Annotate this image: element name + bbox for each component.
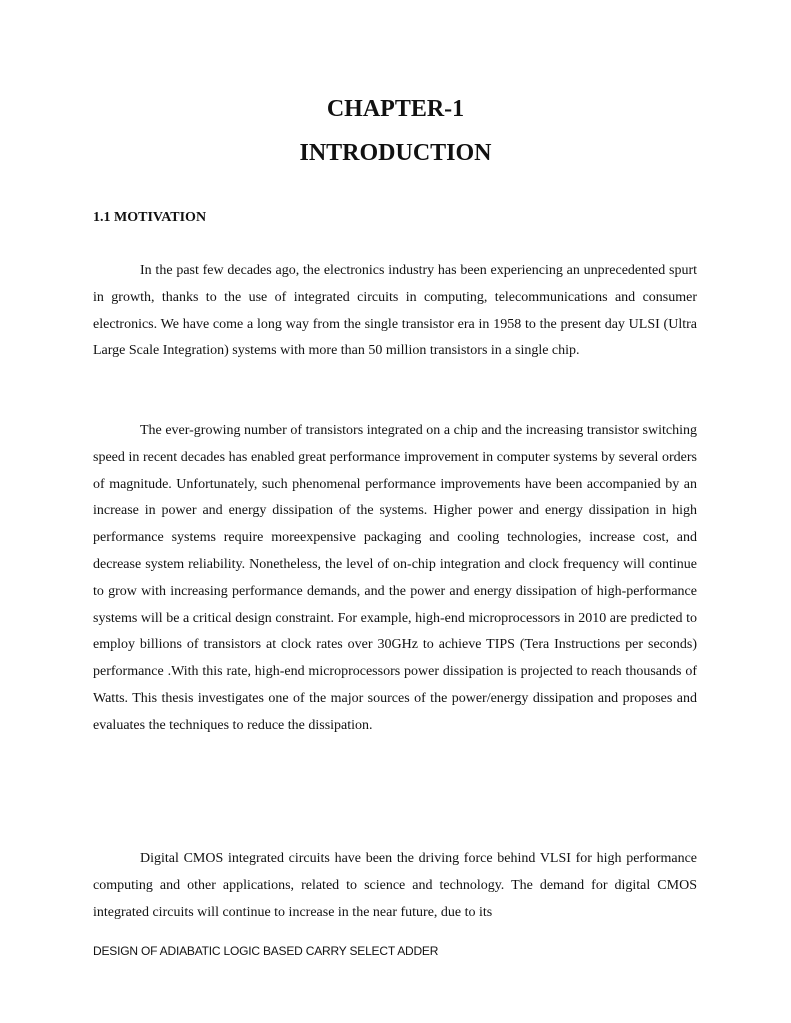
section-heading: 1.1 MOTIVATION	[93, 210, 207, 225]
body-paragraph: The ever-growing number of transistors integrated on a chip and the increasing transistor switching speed in recent decades has enabled great performance improvement in computer systems by several orders of magnitude. Unfortunately, such phenomenal performance improvements have been accompanied by an increase in power and energy dissipation of the systems. Higher power and energy dissipation in high performance systems require moreexpensive packaging and cooling technologies, increase cost, and decrease system reliability. Nonetheless, the level of on-chip integration and clock frequency will continue to grow with increasing performance demands, and the power and energy dissipation of high-performance systems will be a critical design constraint. For example, high-end microprocessors in 2010 are predicted to employ billions of transistors at clock rates over 30GHz to achieve TIPS (Tera Instructions per seconds) performance .With this rate, high-end microprocessors power dissipation is projected to reach thousands of Watts. This thesis investigates one of the major sources of the power/energy dissipation and proposes and evaluates the techniques to reduce the dissipation.	[93, 423, 697, 733]
body-paragraph: In the past few decades ago, the electronics industry has been experiencing an unprecedented spurt in growth, thanks to the use of integrated circuits in computing, telecommunications and consumer electronics. We have come a long way from the single transistor era in 1958 to the present day ULSI (Ultra Large Scale Integration) systems with more than 50 million transistors in a single chip.	[93, 263, 697, 359]
chapter-number: CHAPTER-1	[326, 96, 465, 122]
body-paragraph: Digital CMOS integrated circuits have been the driving force behind VLSI for high performance computing and other applications, related to science and technology. The demand for digital CMOS integrated circuits will continue to increase in the near future, due to its	[93, 851, 697, 920]
page-footer: DESIGN OF ADIABATIC LOGIC BASED CARRY SELECT ADDER	[93, 944, 439, 958]
chapter-title: INTRODUCTION	[299, 140, 492, 166]
